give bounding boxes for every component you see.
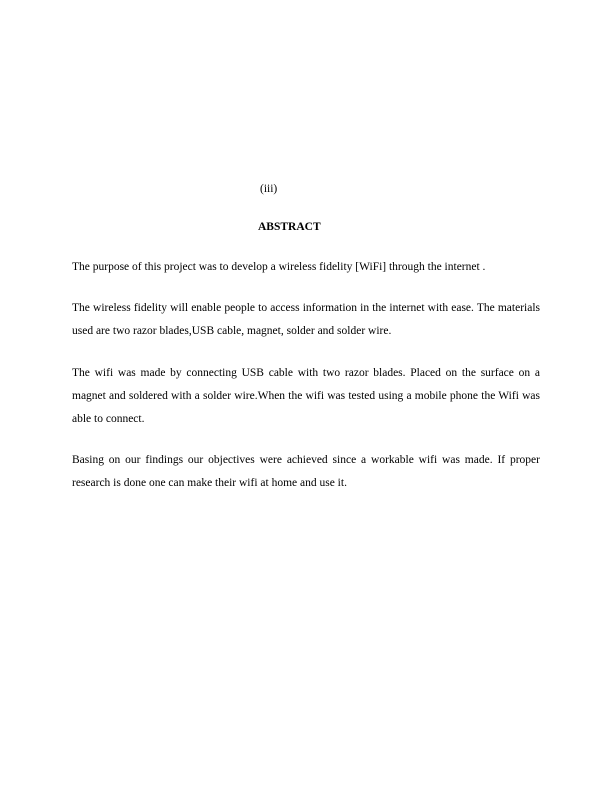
paragraph-purpose: The purpose of this project was to develop a wireless fidelity [WiFi] through the internet . (72, 261, 486, 273)
abstract-body (72, 256, 540, 514)
abstract-heading-text: ABSTRACT (258, 221, 321, 233)
paragraph-materials: The wireless fidelity will enable people to access information in the internet with ease. The materials used are two razor blades,USB cable, magnet, solder and solder wire. (72, 302, 540, 338)
paragraph-method: The wifi was made by connecting USB cable with two razor blades. Placed on the surface on a magnet and soldered with a solder wire.When the wifi was tested using a mobile phone the Wifi was able to connect. (72, 366, 540, 426)
page-number-text: (iii) (260, 183, 278, 195)
paragraph-conclusion: Basing on our findings our objectives were achieved since a workable wifi was made. If proper research is done one can make their wifi at home and use it. (72, 454, 540, 490)
